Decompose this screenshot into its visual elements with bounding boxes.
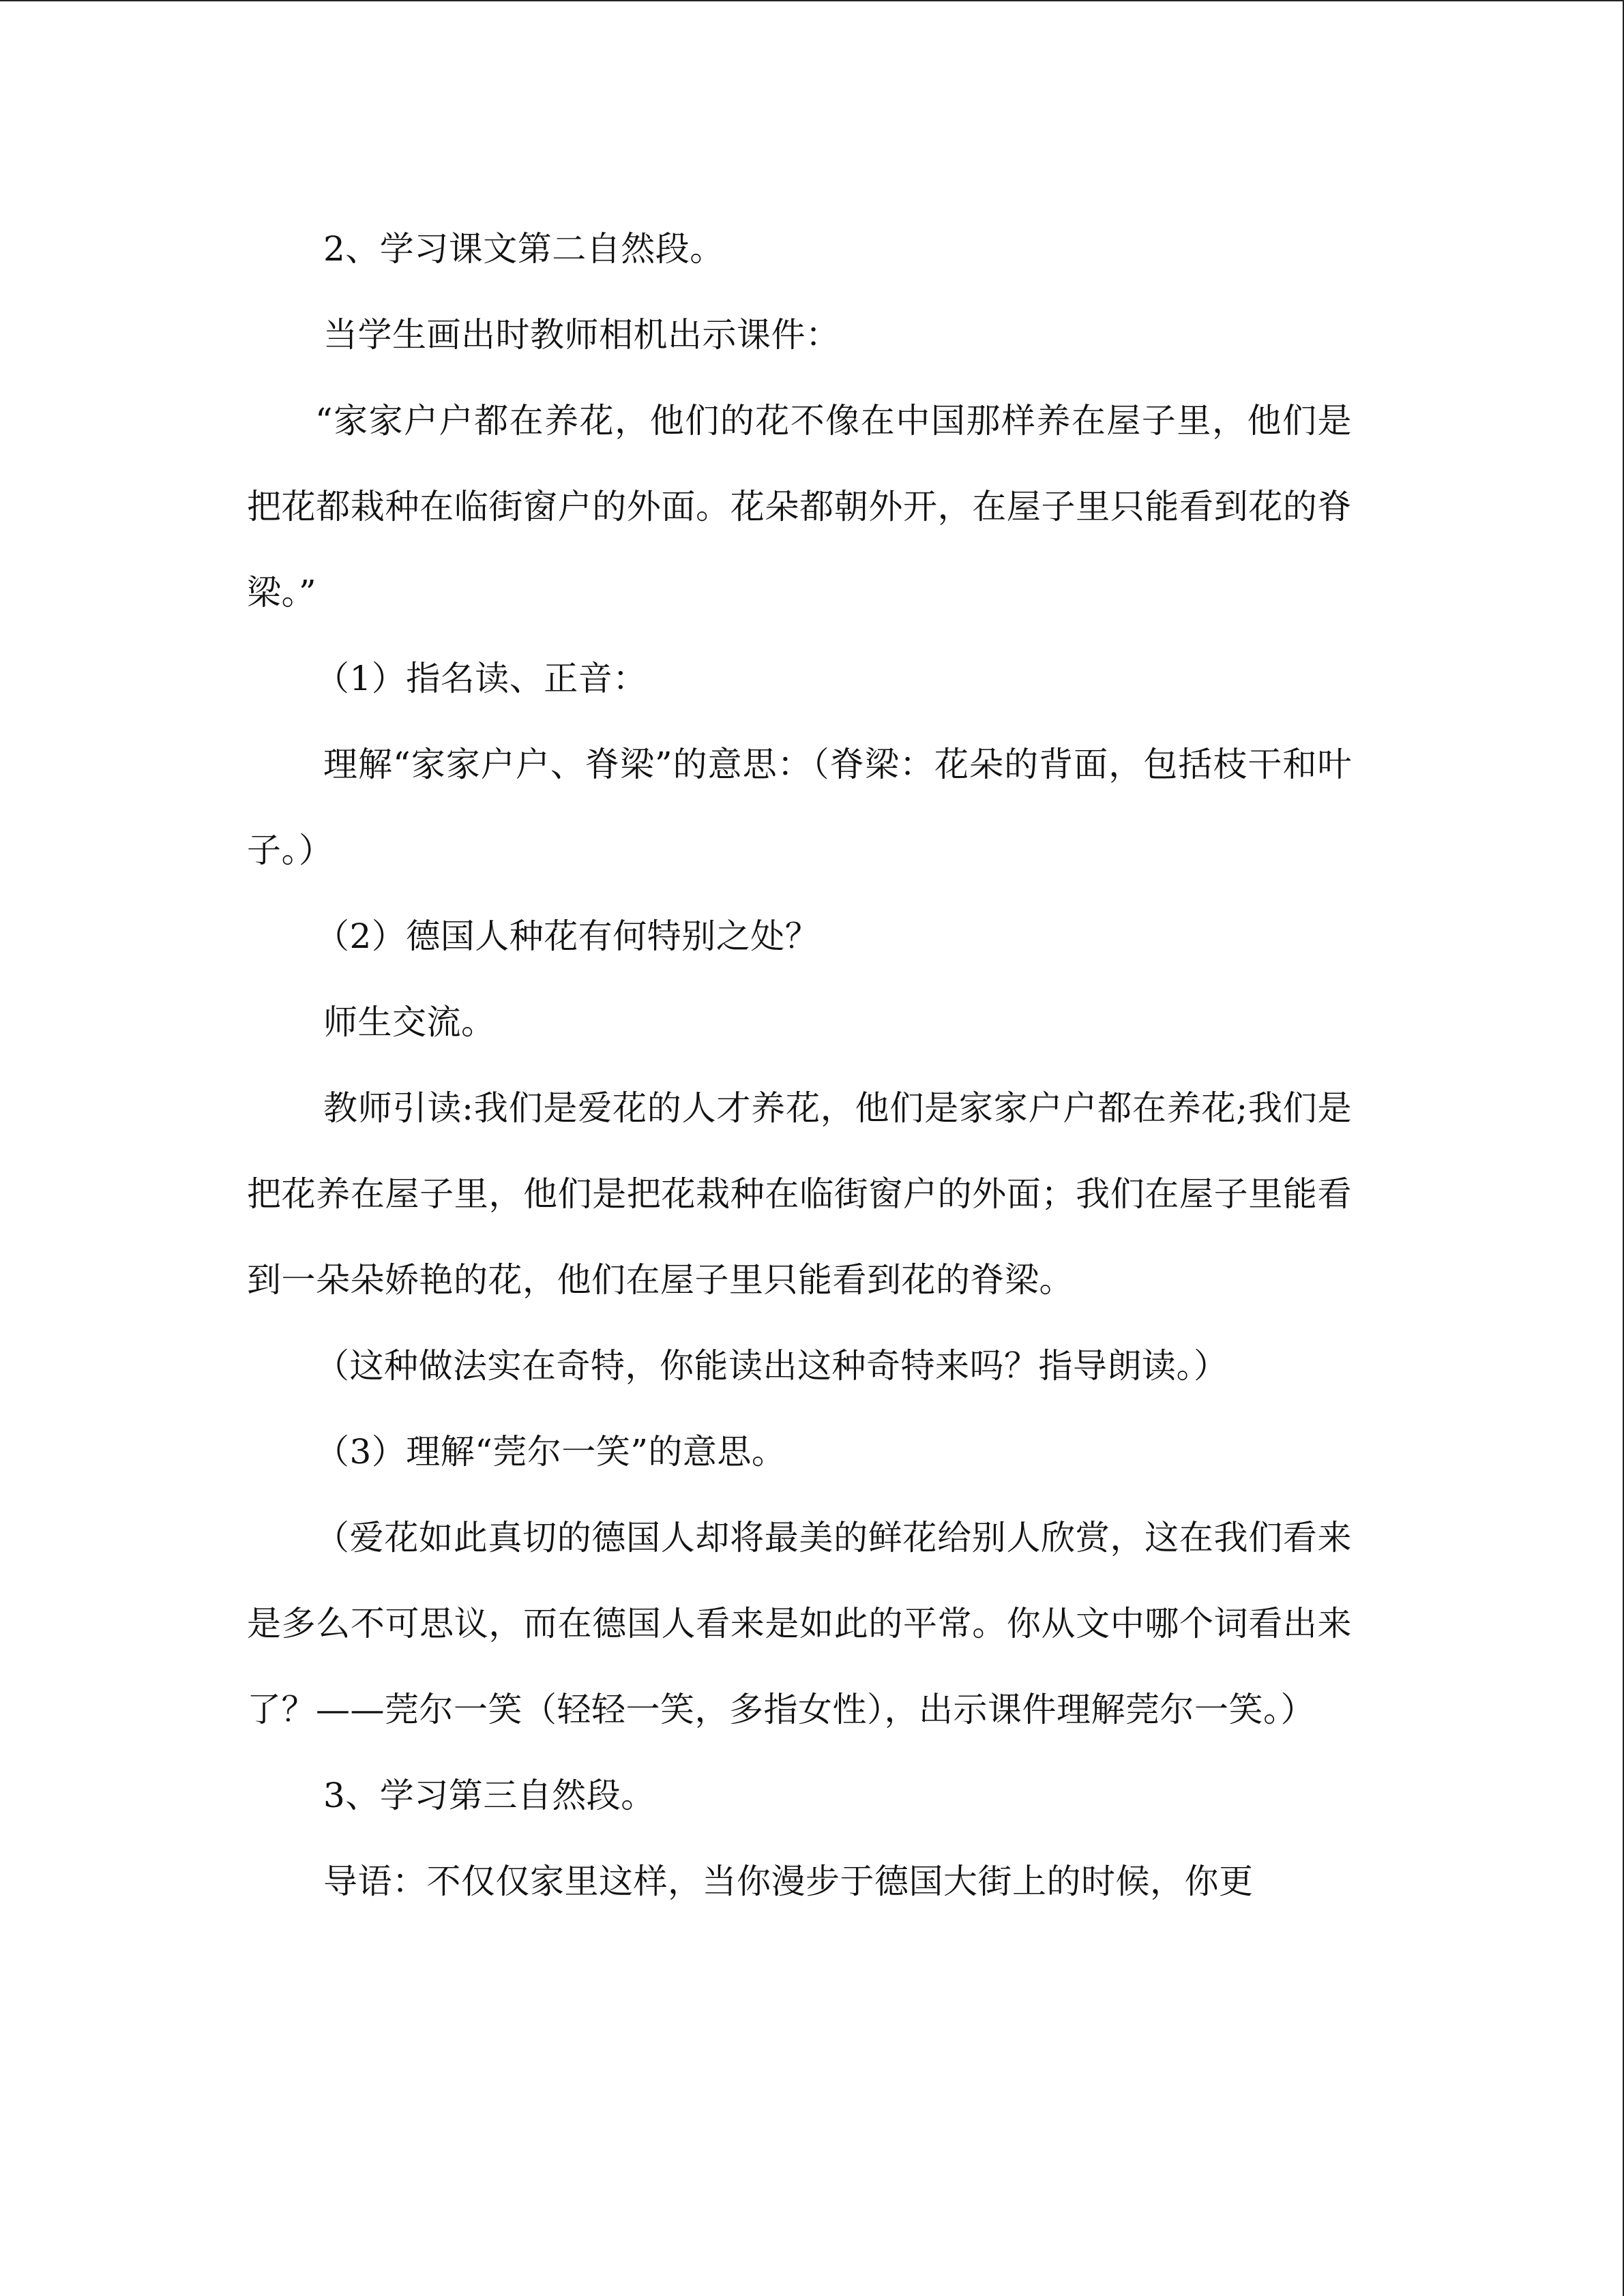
paragraph-step-3: （3）理解“莞尔一笑”的意思。 (315, 1432, 786, 1472)
paragraph-step-1: （1）指名读、正音： (315, 659, 647, 698)
paragraph-step-2: （2）德国人种花有何特别之处？ (315, 916, 820, 956)
paragraph-section-2-heading: 2、学习课文第二自然段。 (323, 229, 724, 269)
paragraph-lead-in: 导语：不仅仅家里这样，当你漫步于德国大街上的时候，你更 (323, 1862, 1254, 1901)
paragraph-courseware-intro: 当学生画出时教师相机出示课件： (323, 315, 840, 355)
paragraph-discussion: 师生交流。 (323, 1002, 496, 1042)
paragraph-courseware-quote: “家家户户都在养花，他们的花不像在中国那样养在屋子里，他们是把花都栽种在临街窗户的外面。花朵都朝外开，在屋子里只能看到花的脊梁。” (247, 401, 1352, 612)
paragraph-teacher-guided-reading: 教师引读:我们是爱花的人才养花，他们是家家户户都在养花;我们是把花养在屋子里，他们是把花栽种在临街窗户的外面；我们在屋子里能看到一朵朵娇艳的花，他们在屋子里只能看到花的脊梁。 (247, 1088, 1352, 1300)
paragraph-section-3-heading: 3、学习第三自然段。 (323, 1776, 655, 1815)
paragraph-word-meaning: 理解“家家户户、脊梁”的意思：（脊梁：花朵的背面，包括枝干和叶子。） (247, 745, 1352, 870)
paragraph-smile-explanation: （爱花如此真切的德国人却将最美的鲜花给别人欣赏，这在我们看来是多么不可思议，而在德国人看来是如此的平常。你从文中哪个词看出来了？——莞尔一笑（轻轻一笑，多指女性），出示课件理解莞尔一笑。） (247, 1518, 1352, 1729)
document-body (247, 206, 1352, 1924)
paragraph-reading-guidance: （这种做法实在奇特，你能读出这种奇特来吗？指导朗读。） (315, 1346, 1228, 1386)
